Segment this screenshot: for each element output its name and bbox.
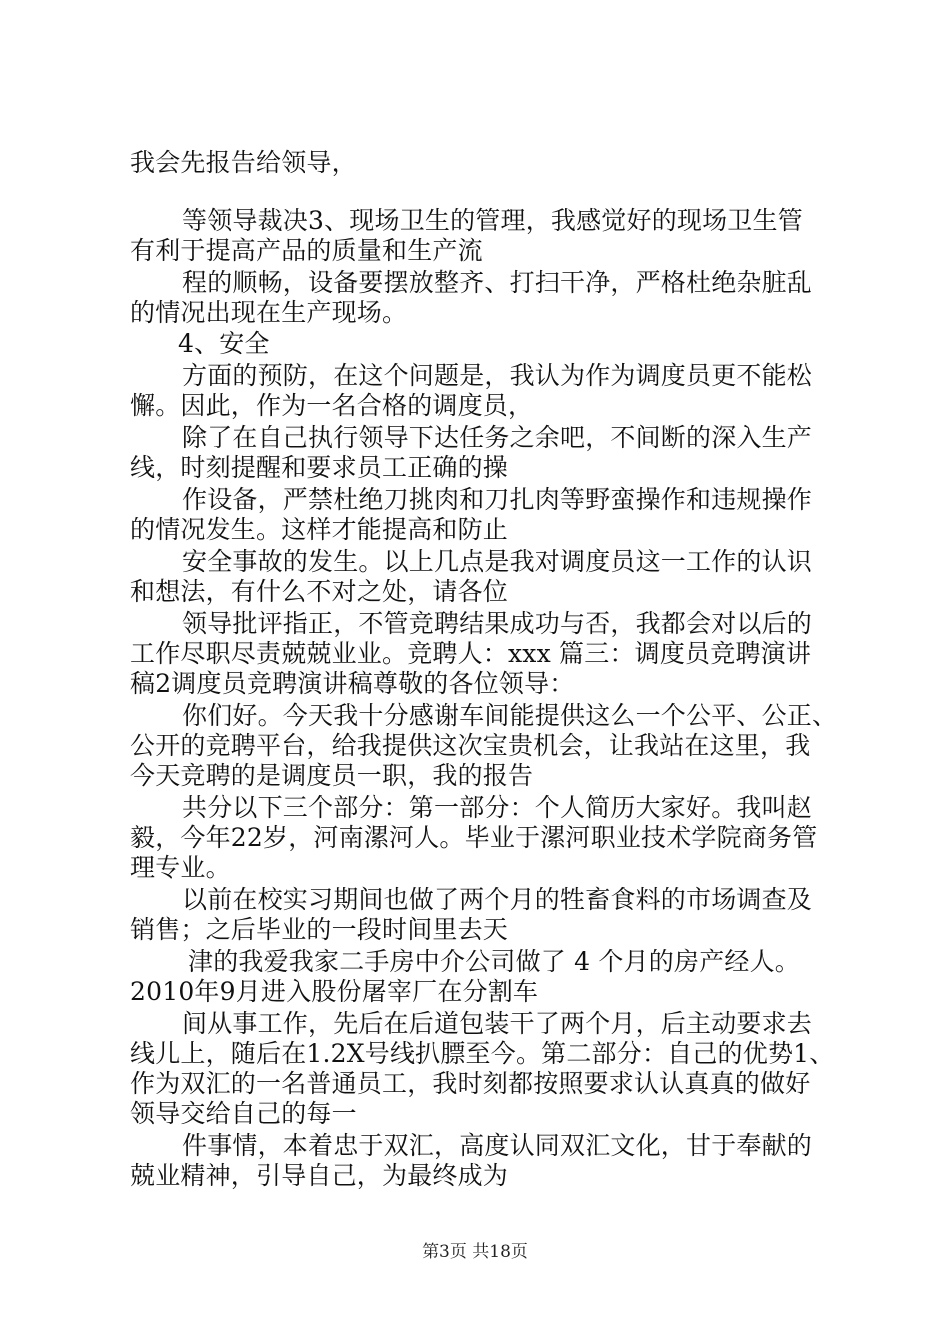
text-line: 毅，今年22岁，河南漯河人。毕业于漯河职业技术学院商务管	[130, 823, 818, 852]
text-line: 除了在自己执行领导下达任务之余吧，不间断的深入生产	[182, 423, 813, 452]
text-line: 线儿上，随后在1.2X号线扒膘至今。第二部分：自己的优势1、	[130, 1039, 835, 1068]
text-line: 程的顺畅，设备要摆放整齐、打扫干净，严格杜绝杂脏乱	[182, 268, 813, 297]
text-line: 理专业。	[130, 853, 231, 882]
text-line: 等领导裁决3、现场卫生的管理，我感觉好的现场卫生管	[182, 206, 803, 235]
text-line: 公开的竞聘平台，给我提供这次宝贵机会，让我站在这里，我	[130, 731, 811, 760]
text-line: 以前在校实习期间也做了两个月的牲畜食料的市场调查及	[182, 885, 813, 914]
text-line: 兢业精神，引导自己，为最终成为	[130, 1161, 509, 1190]
page-number-footer: 第3页 共18页	[422, 1242, 528, 1262]
text-line: 你们好。今天我十分感谢车间能提供这么一个公平、公正、	[182, 701, 838, 730]
text-line: 懈。因此，作为一名合格的调度员，	[130, 391, 534, 420]
text-line: 有利于提高产品的质量和生产流	[130, 236, 483, 265]
text-line: 津的我爱我家二手房中介公司做了 4 个月的房产经人。	[188, 947, 801, 976]
text-line: 方面的预防，在这个问题是，我认为作为调度员更不能松	[182, 361, 813, 390]
text-line: 和想法，有什么不对之处，请各位	[130, 577, 509, 606]
text-line: 领导交给自己的每一	[130, 1099, 357, 1128]
text-line: 共分以下三个部分：第一部分：个人简历大家好。我叫赵	[182, 793, 813, 822]
text-line: 安全事故的发生。以上几点是我对调度员这一工作的认识	[182, 547, 813, 576]
text-line: 间从事工作，先后在后道包装干了两个月，后主动要求去	[182, 1009, 813, 1038]
text-line: 的情况出现在生产现场。	[130, 298, 408, 327]
text-line: 稿2调度员竞聘演讲稿尊敬的各位领导：	[130, 669, 575, 698]
text-line: 作为双汇的一名普通员工，我时刻都按照要求认认真真的做好	[130, 1069, 811, 1098]
text-line: 件事情，本着忠于双汇，高度认同双汇文化，甘于奉献的	[182, 1131, 813, 1160]
text-line: 作设备，严禁杜绝刀挑肉和刀扎肉等野蛮操作和违规操作	[182, 485, 813, 514]
text-line: 4、安全	[178, 329, 270, 358]
text-line: 线，时刻提醒和要求员工正确的操	[130, 453, 509, 482]
text-line: 我会先报告给领导，	[130, 148, 357, 177]
text-line: 领导批评指正，不管竞聘结果成功与否，我都会对以后的	[182, 609, 813, 638]
text-line: 工作尽职尽责兢兢业业。竞聘人：xxx 篇三：调度员竞聘演讲	[130, 639, 812, 668]
text-line: 的情况发生。这样才能提高和防止	[130, 515, 509, 544]
text-line: 销售；之后毕业的一段时间里去天	[130, 915, 509, 944]
text-line: 2010年9月进入股份屠宰厂在分割车	[130, 977, 539, 1006]
text-line: 今天竞聘的是调度员一职，我的报告	[130, 761, 534, 790]
